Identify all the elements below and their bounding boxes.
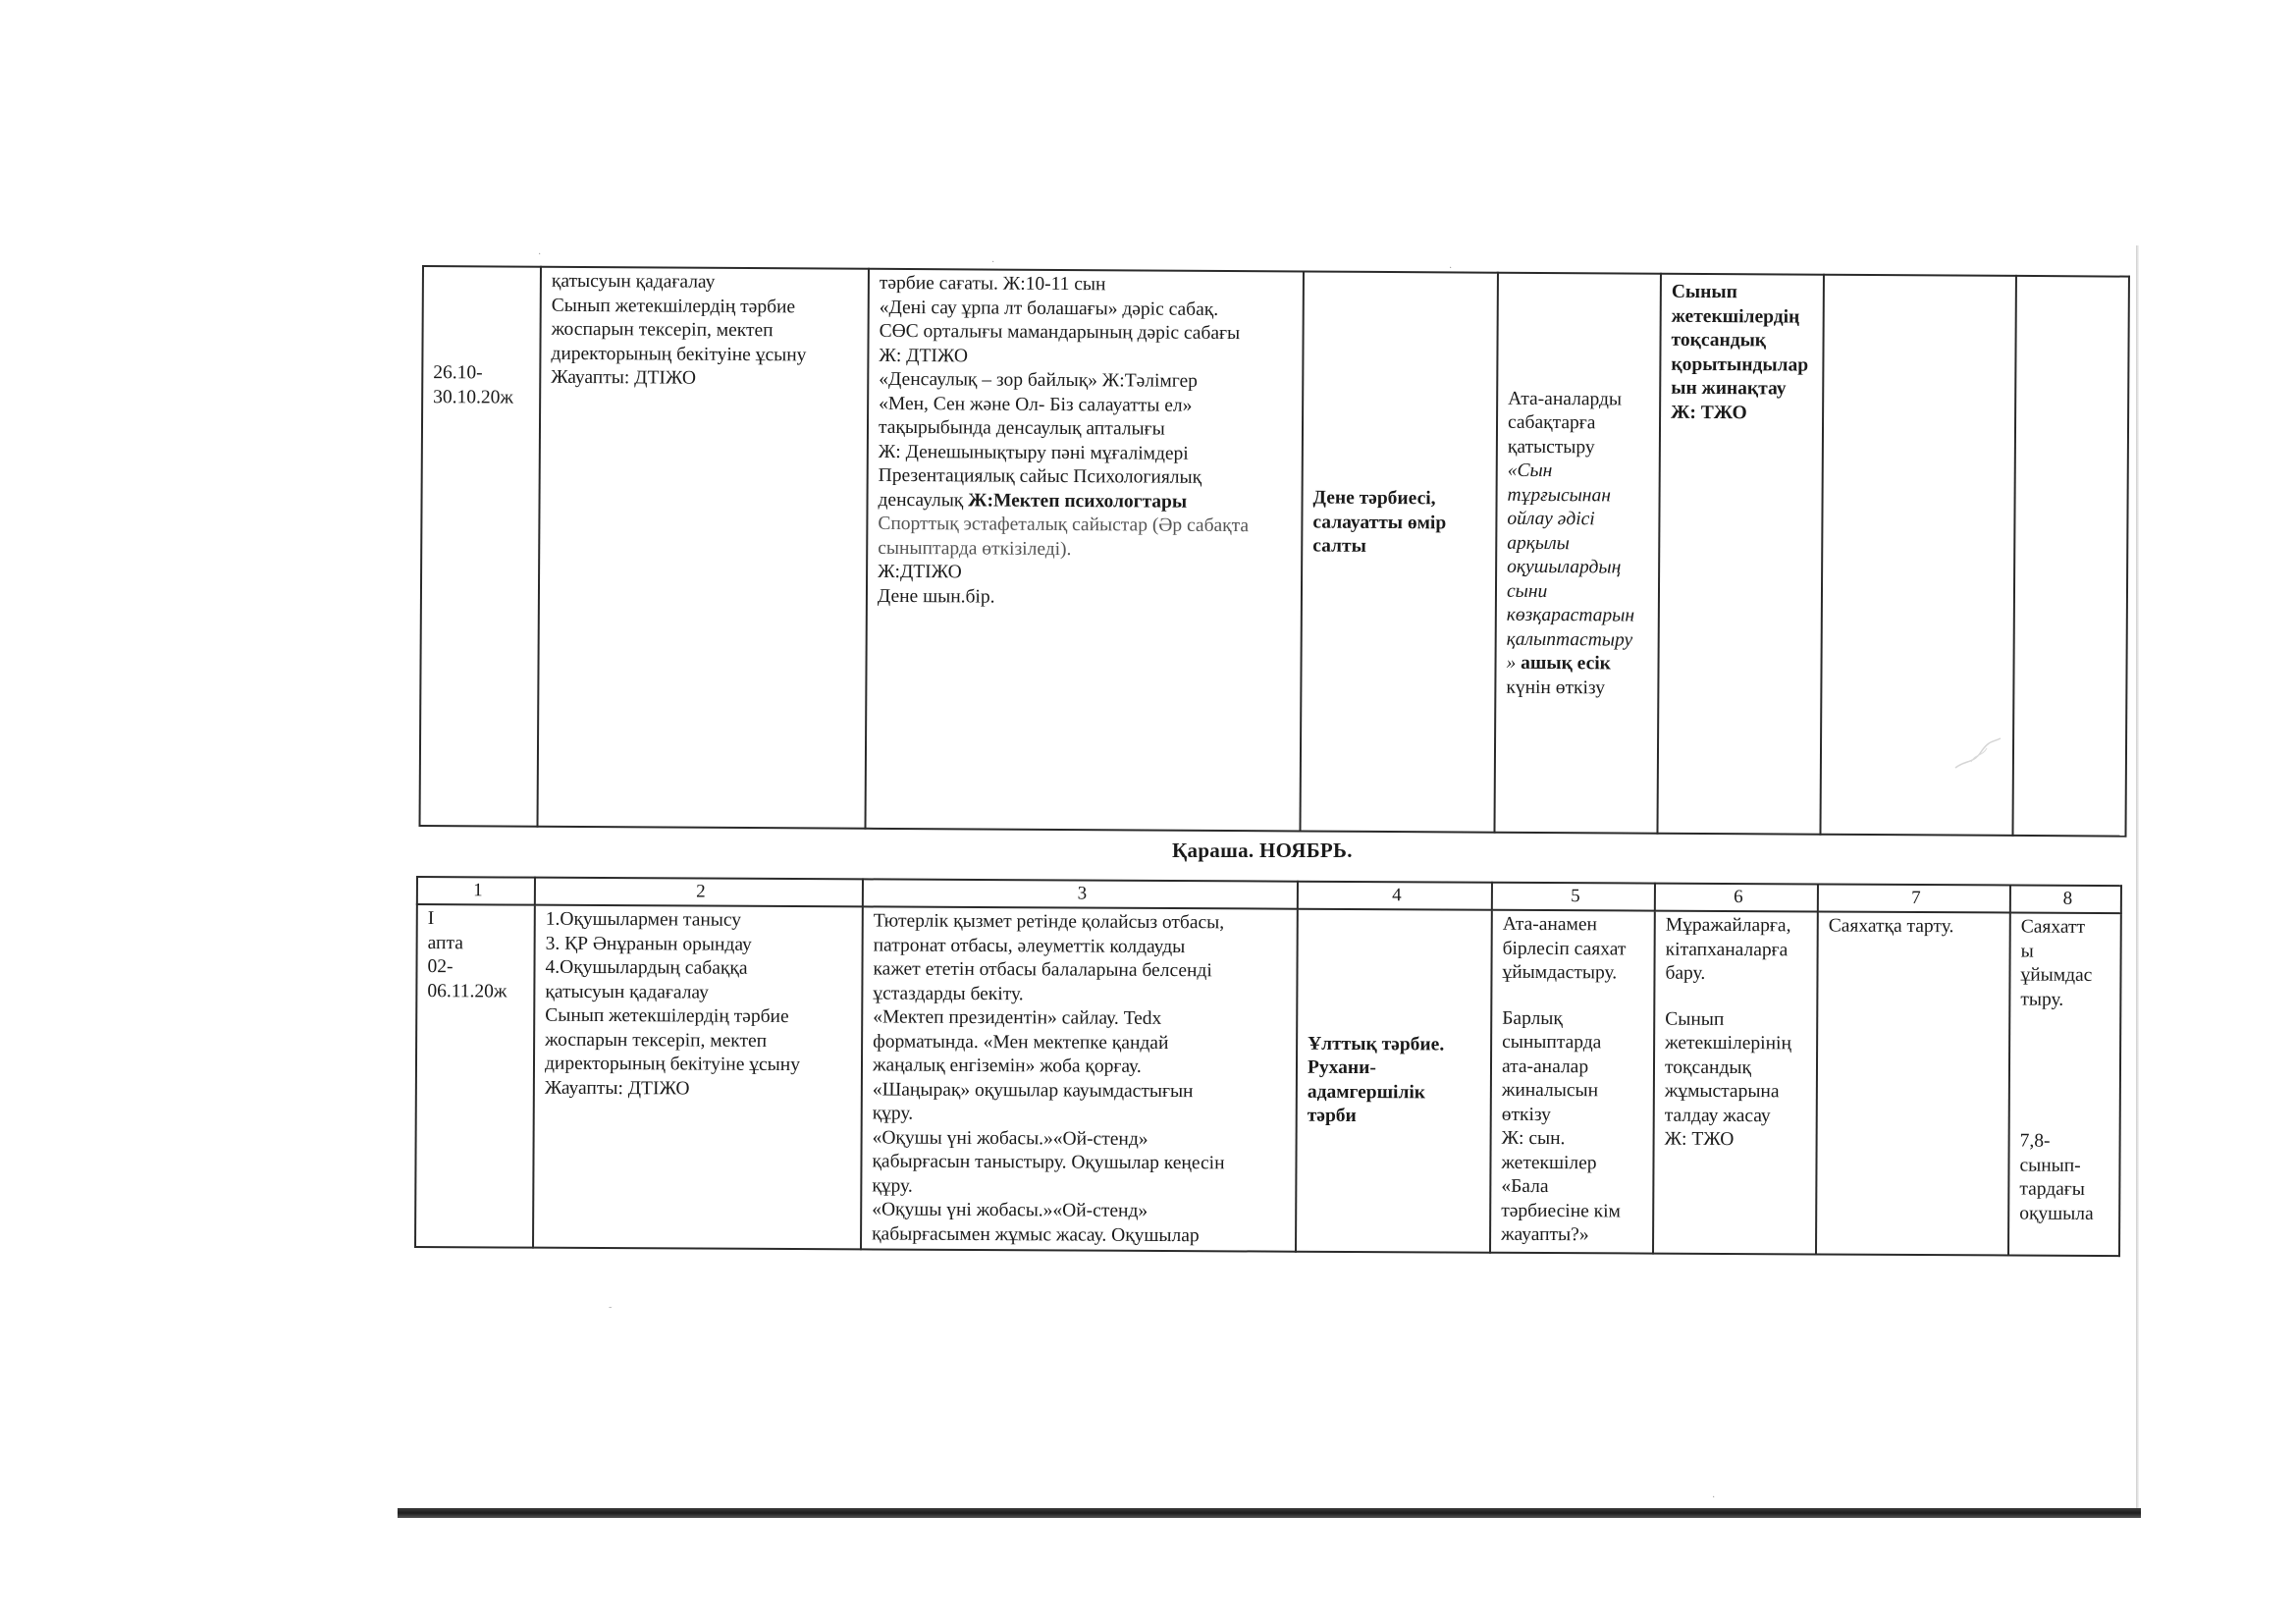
text-line: сыни: [1506, 580, 1548, 602]
text-line: Сынып: [1665, 1008, 1725, 1030]
text-line: қабырғасымен жұмыс жасау. Оқушылар: [872, 1222, 1200, 1246]
month-section-title: Қараша. НОЯБРЬ.: [1172, 839, 1353, 862]
text-line: I: [427, 908, 435, 930]
text-line: Сынып жетекшілердің тәрбие: [551, 295, 796, 317]
trip-organization-cell: [2008, 913, 2121, 1257]
table-row: [415, 904, 2121, 1256]
text-line: тардағы: [2019, 1178, 2085, 1200]
text-line: Жауапты: ДТІЖО: [551, 366, 697, 389]
column-number: 2: [535, 878, 863, 907]
text-line: өткізу: [1501, 1104, 1552, 1125]
text-line: қатысуын қадағалау: [545, 981, 709, 1003]
text-line: Барлық: [1502, 1007, 1563, 1029]
text-fragment: денсаулық: [878, 489, 969, 511]
text-line: Тютерлік қызмет ретінде қолайсыз отбасы,: [873, 910, 1225, 934]
text-line: Ата-анамен: [1502, 913, 1598, 936]
column-number: 6: [1655, 884, 1818, 912]
scan-speck: ·: [1449, 263, 1453, 274]
parents-work-cell: [1490, 910, 1655, 1254]
text-line: адамгершілік: [1307, 1081, 1426, 1103]
text-line: Ж: сын.: [1501, 1127, 1566, 1150]
text-line: 7,8-: [2019, 1130, 2051, 1152]
activities-cell: [866, 269, 1304, 832]
week-dates-cell: [415, 904, 535, 1248]
table-row: [420, 266, 2129, 837]
text-line: форматында. «Мен мектепке қандай: [873, 1030, 1169, 1054]
text-line: құру.: [872, 1103, 914, 1124]
text-line: жауапты?»: [1501, 1223, 1589, 1246]
quote-mark: »: [1506, 653, 1522, 675]
text-line: күнін өткізу: [1506, 677, 1606, 699]
scan-speck: ·: [1712, 1492, 1716, 1503]
text-line: жаңалық енгіземін» жоба қорғау.: [872, 1055, 1142, 1077]
text-line: Дене тәрбиесі,: [1312, 487, 1436, 510]
text-line: қатыстыру: [1507, 436, 1595, 459]
text-line: Ж: ДТІЖО: [879, 345, 969, 366]
text-line: ұйымдастыру.: [1502, 961, 1618, 984]
text-line: Ата-аналарды: [1508, 388, 1623, 410]
november-plan-table: [414, 876, 2122, 1257]
text-line: Презентациялық сайыс Психологиялық: [878, 464, 1202, 488]
text-line: апта: [427, 932, 463, 953]
text-line: ойлау әдісі: [1507, 509, 1595, 530]
text-line: тоқсандық: [1671, 329, 1767, 352]
scan-bottom-edge: [398, 1508, 2141, 1518]
scan-speck: ·: [538, 249, 542, 260]
text-line: қабырғасын таныстыру. Оқушылар кеңесін: [872, 1151, 1225, 1174]
text-line: директорының бекітуіне ұсыну: [551, 343, 807, 365]
scan-speck: ˜: [609, 1306, 613, 1317]
week-dates-cell: 26.10- 30.10.20ж: [420, 266, 541, 827]
text-line: құру.: [872, 1174, 913, 1197]
text-line: тоқсандық: [1664, 1056, 1752, 1078]
text-line: 4.Оқушылардың сабаққа: [545, 956, 748, 979]
text-line: «Шаңырақ» оқушылар кауымдастығын: [872, 1078, 1194, 1102]
education-direction-cell: [1300, 271, 1497, 832]
text-line: тақырыбында денсаулық апталығы: [878, 416, 1165, 440]
text-line: 06.11.20ж: [427, 980, 507, 1001]
text-line: жетекшілерінің: [1665, 1032, 1791, 1055]
text-line: СӨС орталығы мамандарының дәріс сабағы: [879, 320, 1241, 345]
text-line: сынып-: [2019, 1155, 2081, 1176]
teachers-work-cell: [1657, 274, 1823, 835]
text-line: Саяхатт: [2020, 916, 2086, 938]
organizational-work-cell: [533, 905, 863, 1250]
faint-signature-mark: [1953, 734, 2002, 772]
text-line: жоспарын тексеріп, мектеп: [551, 318, 774, 342]
text-line: «Мен, Сен және Ол- Біз салауатты ел»: [879, 393, 1193, 416]
text-line: ұйымдас: [2020, 964, 2093, 986]
text-line: Мұражайларға,: [1665, 914, 1791, 937]
column-number: 3: [863, 879, 1298, 908]
text-line: Ұлттық тәрбие.: [1308, 1033, 1445, 1055]
text-line: тәрби: [1307, 1105, 1357, 1127]
spacer: [1665, 986, 1810, 1008]
text-line: ұстаздарды бекіту.: [873, 982, 1024, 1004]
text-line: ата-аналар: [1501, 1056, 1589, 1077]
text-line: сыныптарда өткізіледі).: [878, 537, 1072, 560]
text-line: Сынып: [1671, 281, 1737, 303]
text-line: тыру.: [2020, 989, 2064, 1010]
excursion-cell: Саяхатқа тарту.: [1816, 911, 2010, 1255]
text-line: кітапханаларға: [1665, 939, 1789, 960]
text-line: көзқарастарын: [1506, 605, 1635, 626]
parents-work-cell: [1494, 273, 1660, 834]
text-line: Спорттық эстафеталық сайыстар (Әр сабақта: [878, 513, 1250, 537]
text-line: жиналысын: [1501, 1079, 1599, 1102]
text-line: «Мектеп президентін» сайлау. Tedx: [873, 1006, 1162, 1029]
text-line: патронат отбасы, әлеуметтік колдауды: [873, 934, 1186, 957]
responsible-bold: Ж:Мектеп психологтары: [968, 489, 1188, 513]
activities-cell: [861, 906, 1298, 1251]
text-line: Рухани-: [1307, 1056, 1376, 1079]
text-line: 1.Оқушылармен танысу: [545, 908, 742, 931]
october-plan-table: [419, 265, 2130, 838]
scan-speck: ·: [991, 257, 995, 268]
text-line: «Сын: [1507, 460, 1553, 482]
text-line: тәрбиесіне кім: [1501, 1200, 1621, 1221]
text-line: Ж: ТЖО: [1664, 1128, 1735, 1151]
text-line: Жауапты: ДТІЖО: [544, 1077, 690, 1099]
text-line: «Оқушы үні жобасы.»«Ой-стенд»: [872, 1199, 1148, 1221]
text-line: бірлесіп саяхат: [1502, 938, 1627, 959]
text-line: тұрғысынан: [1507, 484, 1612, 507]
text-line: жұмыстарына: [1664, 1080, 1780, 1103]
organizational-work-cell: [538, 267, 869, 829]
text-line: талдау жасау: [1664, 1105, 1771, 1126]
page-edge-shadow: [2136, 245, 2139, 1512]
text-line: 3. ҚР Әнұранын орындау: [545, 933, 752, 955]
text-line: жетекшілер: [1501, 1152, 1597, 1173]
text-line: Ж:ДТІЖО: [878, 561, 962, 583]
column-number: 4: [1298, 882, 1492, 910]
text-line: салты: [1312, 535, 1366, 558]
text-line: Дене шын.бір.: [877, 585, 995, 608]
text-line: 02-: [427, 956, 454, 978]
col8-cell: [2012, 276, 2128, 837]
teachers-work-cell: [1653, 911, 1818, 1255]
column-number: 8: [2010, 886, 2121, 914]
spacer: [1502, 985, 1647, 1007]
text-line: қорытындылар: [1671, 353, 1809, 376]
text-line: Ж: ТЖО: [1671, 402, 1747, 423]
text-line: арқылы: [1507, 532, 1570, 554]
spacer: [2020, 1012, 2114, 1130]
text-line: «Бала: [1501, 1175, 1549, 1198]
text-line: бару.: [1665, 962, 1706, 984]
text-line: тәрбие сағаты. Ж:10-11 сын: [879, 272, 1106, 296]
text-line: Сынып жетекшілердің тәрбие: [545, 1004, 789, 1027]
text-line: [1506, 652, 1651, 677]
text-line: ын жинақтау: [1671, 377, 1787, 400]
text-line: жетекшілердің: [1671, 305, 1800, 328]
text-line: оқушылардың: [1507, 557, 1622, 578]
education-direction-cell: [1296, 909, 1492, 1253]
text-line: «Оқушы үні жобасы.»«Ой-стенд»: [872, 1126, 1148, 1150]
text-line: кажет ететін отбасы балаларына белсенді: [873, 958, 1212, 982]
text-line: «Дені сау ұрпа лт болашағы» дәріс сабақ.: [879, 297, 1219, 320]
text-line: «Денсаулық – зор байлық» Ж:Тәлімгер: [879, 368, 1198, 392]
text-line: Ж: Денешынықтыру пәні мұғалімдері: [878, 441, 1189, 464]
text-line: директорының бекітуіне ұсыну: [544, 1053, 801, 1076]
column-number: 5: [1492, 883, 1655, 911]
text-line: сыныптарда: [1502, 1031, 1602, 1054]
text-line: [878, 488, 1295, 514]
text-line: салауатты өмір: [1312, 512, 1447, 534]
column-number: 7: [1818, 884, 2010, 912]
text-line: қатысуын қадағалау: [551, 270, 716, 293]
column-number: 1: [417, 877, 535, 905]
text-line: сабақтарға: [1507, 412, 1596, 434]
text-line: қалыптастыру: [1506, 628, 1633, 651]
text-line: жоспарын тексеріп, мектеп: [545, 1029, 768, 1052]
text-line: ы: [2020, 941, 2034, 962]
open-door-label: ашық есік: [1521, 653, 1611, 675]
text-line: оқушыла: [2019, 1203, 2094, 1224]
